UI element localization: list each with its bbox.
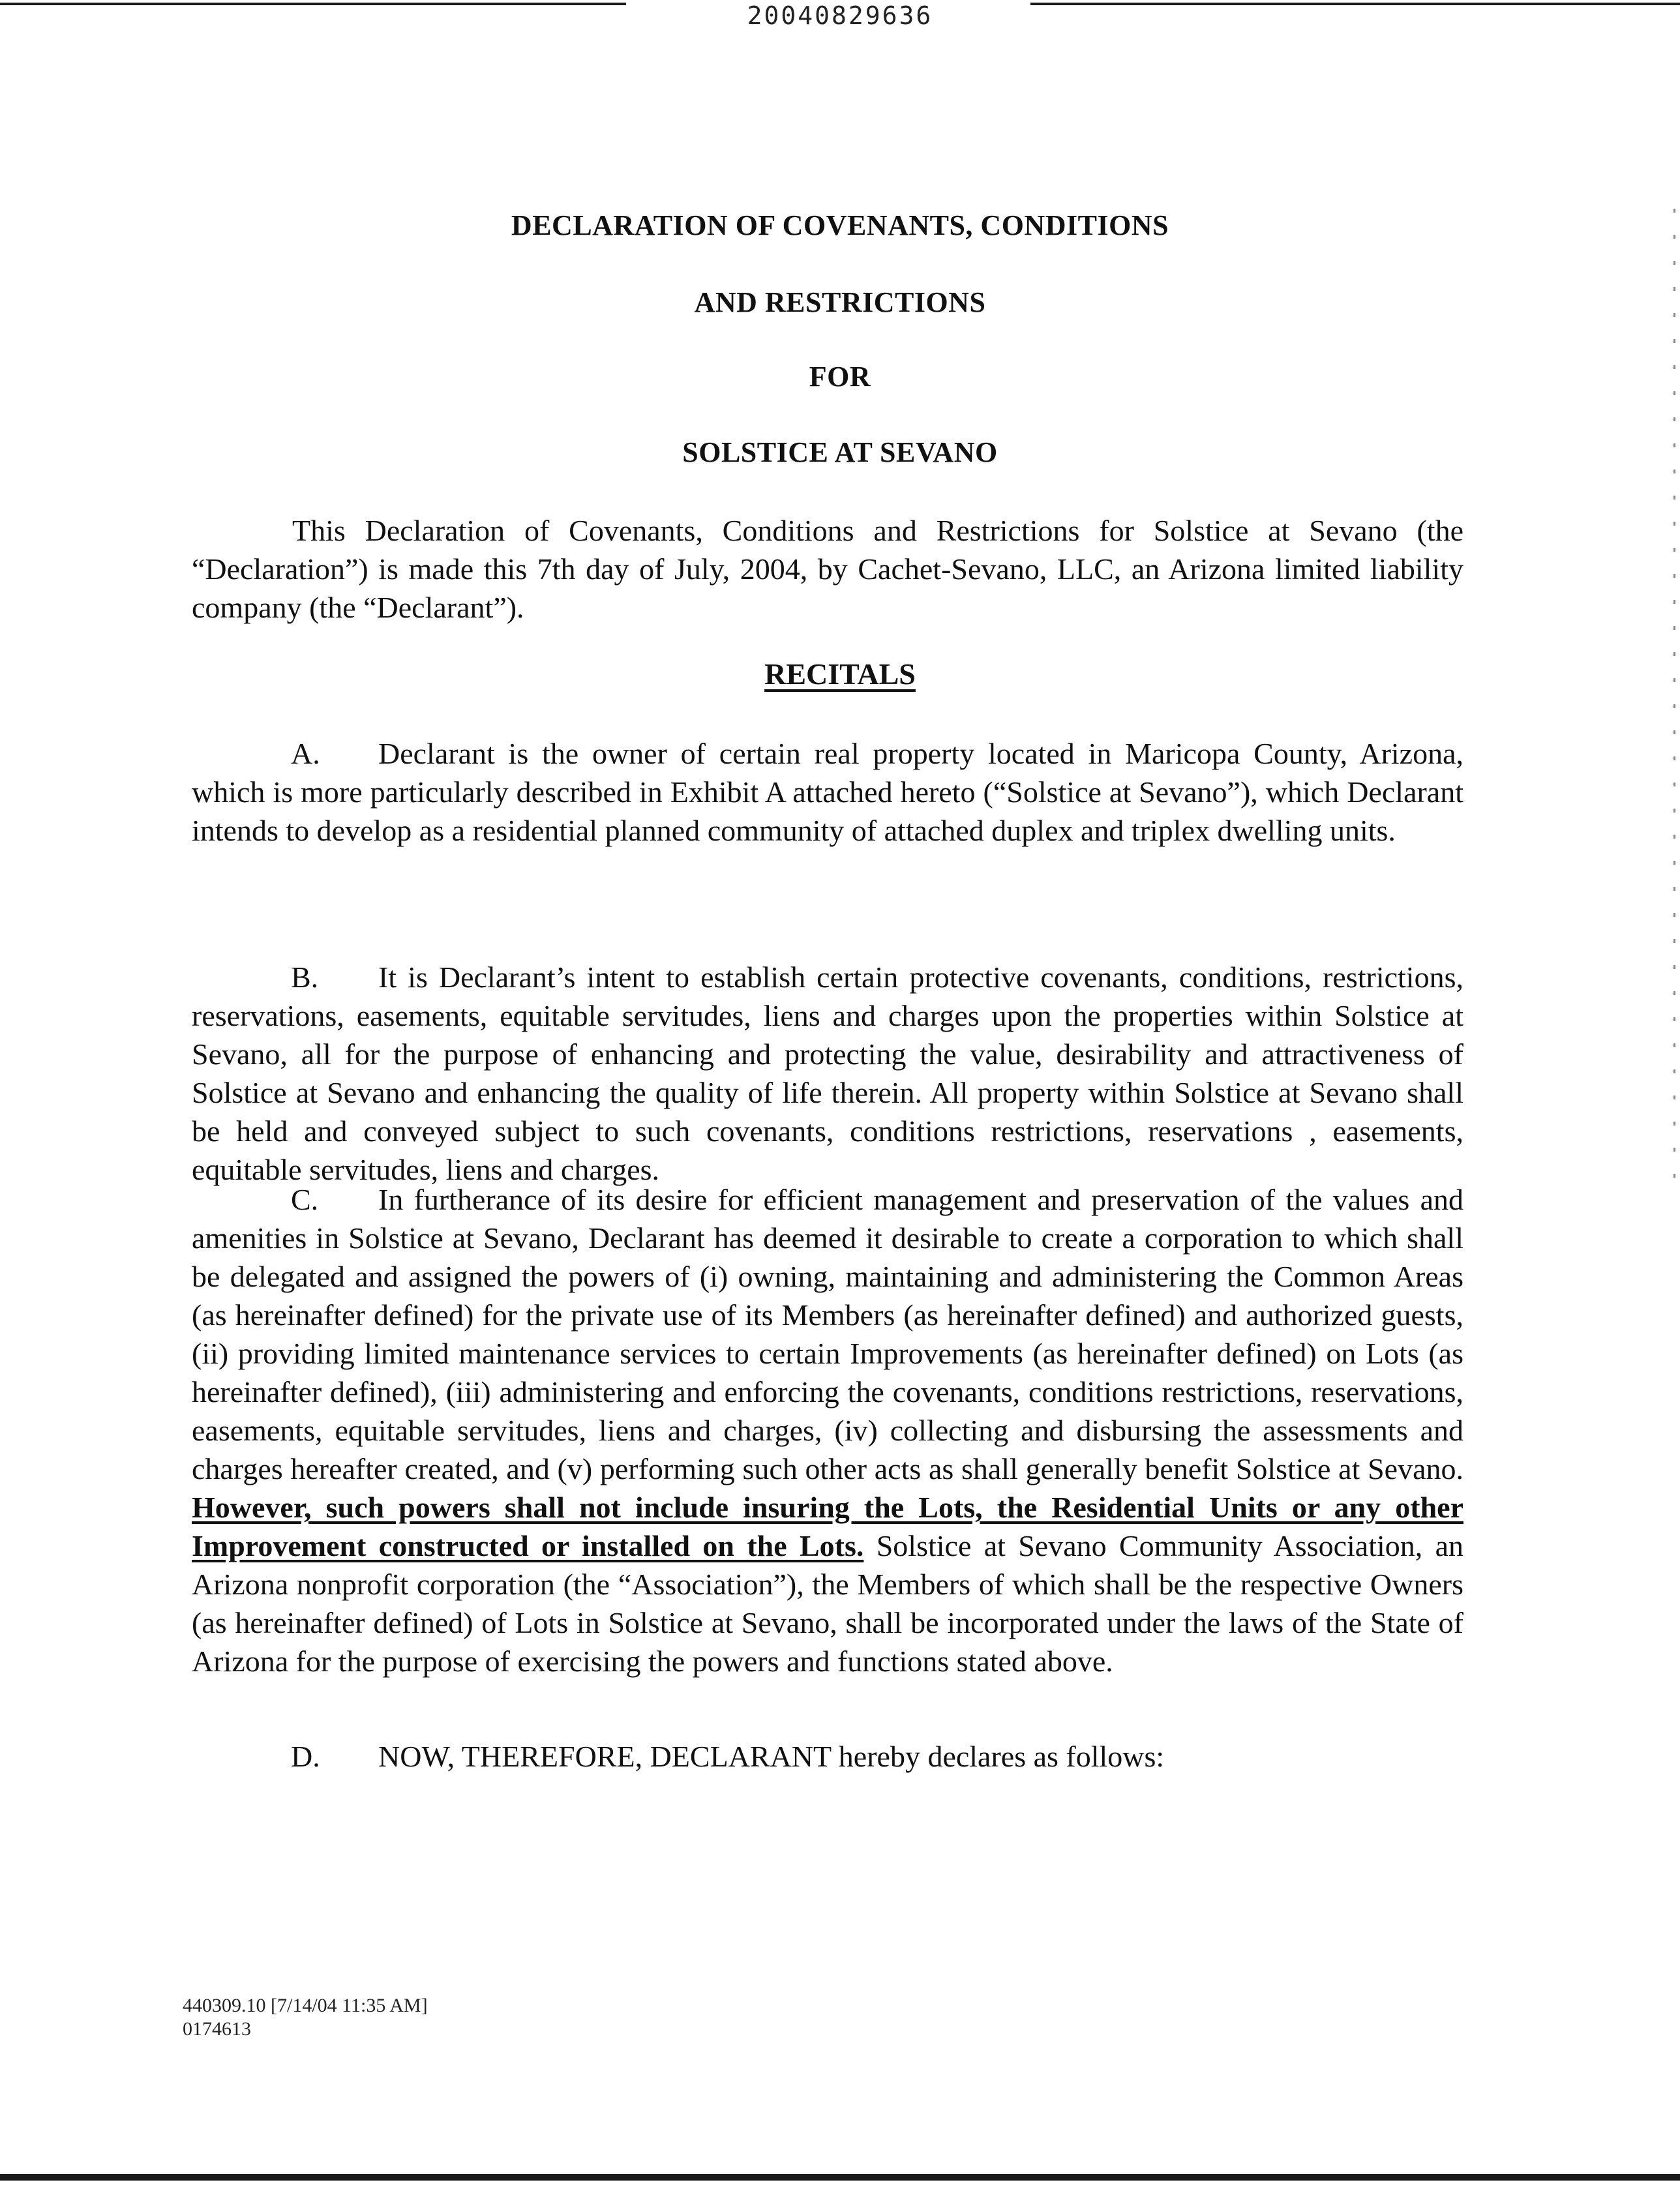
intro-paragraph: This Declaration of Covenants, Conditions and Restrictions for Solstice at Sevano (the “Declaration”) is made this 7th day of July, 2004, by Cachet-Sevano, LLC, an Arizona limited liability company (the “Declarant”).	[192, 514, 1463, 624]
recital-text: Declarant is the owner of certain real property located in Maricopa County, Arizona, which is more particularly described in Exhibit A attached hereto (“Solstice at Sevano”), which Declarant intends to develop as a residential planned community of attached duplex and triplex dwelling units.	[192, 737, 1463, 847]
insurance-disclaimer: However, such powers shall not include insuring the Lots, the Residential Units or any other Improvement constructed or installed on the Lots.	[192, 1491, 1463, 1562]
recital-letter: C.	[291, 1183, 319, 1216]
title-line-3: FOR	[809, 361, 871, 393]
recital-letter: A.	[291, 737, 320, 770]
recital-d	[192, 1737, 1463, 1776]
recital-a	[192, 734, 1463, 850]
footer-doc-id: 440309.10 [7/14/04 11:35 AM]	[183, 1995, 428, 2016]
recording-number: 20040829636	[747, 1, 933, 30]
recital-text: In furtherance of its desire for efficient management and preservation of the values and amenities in Solstice at Sevano, Declarant has deemed it desirable to create a corporation to which shall be delegated and assigned the powers of (i) owning, maintaining and administering the Common Areas (as hereinafter defined) for the private use of its Members (as hereinafter defined) and authorized guests, (ii) providing limited maintenance services to certain Improvements (as hereinafter defined) on Lots (as hereinafter defined), (iii) administering and enforcing the covenants, conditions restrictions, reservations, easements, equitable servitudes, liens and charges, (iv) collecting and disbursing the assessments and charges hereafter created, and (v) performing such other acts as shall generally benefit Solstice at Sevano.	[192, 1183, 1463, 1485]
title-line-2: AND RESTRICTIONS	[694, 286, 986, 318]
recital-c	[192, 1180, 1463, 1680]
title-line-1: DECLARATION OF COVENANTS, CONDITIONS	[511, 209, 1169, 241]
recital-letter: B.	[291, 961, 319, 994]
recital-b	[192, 958, 1463, 1189]
recital-text-continued: Solstice at Sevano Community Association, an Arizona nonprofit corporation (the “Association”), the Members of which shall be the respective Owners (as hereinafter defined) of Lots in Solstice at Sevano, shall be incorporated under the laws of the State of Arizona for the purpose of exercising the powers and functions stated above.	[192, 1529, 1463, 1678]
recital-letter: D.	[291, 1740, 320, 1773]
scan-edge-marks	[1673, 209, 1675, 1187]
recital-text: It is Declarant’s intent to establish certain protective covenants, conditions, restrictions, reservations, easements, equitable servitudes, liens and charges upon the properties within Solstice at Sevano, all for the purpose of enhancing and protecting the value, desirability and attractiveness of Solstice at Sevano and enhancing the quality of life therein. All property within Solstice at Sevano shall be held and conveyed subject to such covenants, conditions restrictions, reservations , easements, equitable servitudes, liens and charges.	[192, 961, 1463, 1186]
recitals-heading: RECITALS	[764, 657, 916, 691]
footer-number: 0174613	[183, 2018, 251, 2040]
recital-text: NOW, THEREFORE, DECLARANT hereby declares as follows:	[378, 1740, 1165, 1773]
scan-bottom-rule	[0, 2174, 1680, 2181]
title-line-4: SOLSTICE AT SEVANO	[682, 436, 998, 468]
footer	[183, 1994, 428, 2041]
